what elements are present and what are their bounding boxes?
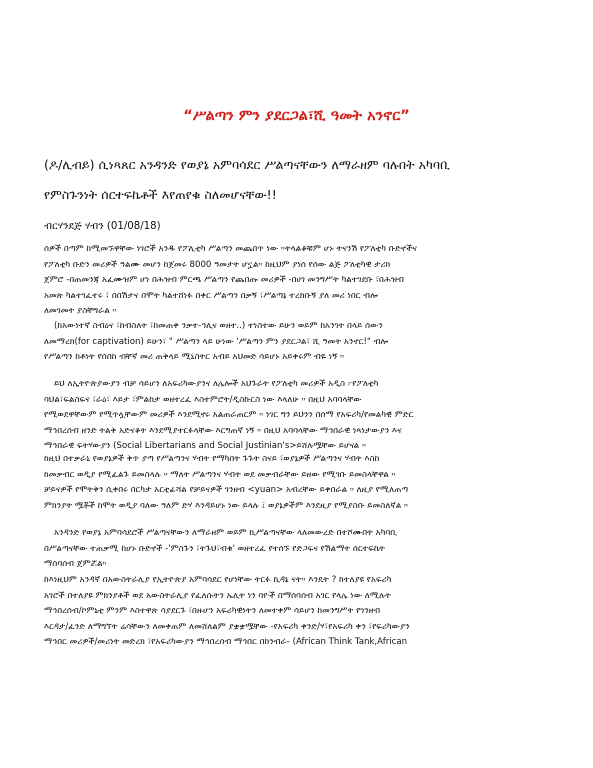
- paragraph-5: [44, 526, 553, 573]
- paragraph-line: ይህ ለኢትዮጵያውያን ብቻ ሳይሆን ለአፍሪካውያንና ለሌሎች አህጉራት የፖለቲካ መሪዎች አዲስ ፦የፖለቲካ: [54, 379, 379, 389]
- paragraph-line: አንዳንድ የወያኔ አምባሳደሮች ሥልጣናቸውን ለማራዘም ወይም ኪሥልጣናቸው ላለመውረድ በተሾሙበት አካባቢ: [54, 528, 398, 538]
- paragraph-line: አመጽ ካልተገፈተሩ ፣ በበሽታና በሞት ካልተሸነፉ በቀር ሥልጣን በቃኝ ፣ሥልጣኔ ተረክቡኝ ያለ መሪ ነበር ብሎ: [44, 290, 378, 301]
- paragraph-line: ጀምሮ -በጠመንጃ አፈሙዝም ሆነ በሕዝብ ምርጫ ሥልጣን የጨበጡ መሪዎች -በሀገ መንግሥት ካልተገደቡ ፣በሕዝብ: [44, 275, 404, 286]
- paragraph-line: ከመቃብር ወዲያ የሚፈልጉ ይመስላሉ ። ማለት ሥልጣንና ሃብት ወደ መቃብራቸው ይዘው የሚገቡ ይመስላቸዋል ።: [44, 469, 396, 480]
- paragraph-line: የሥልጣን ከቶነት የሰበከ ብቸኛ መሪ ጠቅላይ ሚኒስትር አብይ አህመድ ሳይሆኑ አይቀሩም ብዬ ነኝ ።: [44, 352, 345, 363]
- paragraph-2: [44, 319, 553, 366]
- paragraph-line: ማኅበር መሪዎች/መሪነት መድረክ ፣የአፍሪካውያን ማኅበረሰብ ማኅበር በከንብራ- (African Think Tank,African: [44, 637, 408, 648]
- paragraph-line: እርዳታ/ፈንድ ለማግኘት ሬሳቸውን ለመቀጠም ለመሸለልም ያቋቋሟቸው -የአፍሪካ ቀንድ/ሃ፣የአፍሪካ ቀን ፣የፍሪካውያን: [44, 621, 410, 632]
- paragraph-line: ምክንያት ሟቾች ከሞት ወዲያ ባለው ዓለም ድሃ እንዳይሆኑ ነው ይላሉ ፤ ወያኔዎችም እንደዚያ የሚያስቡ ይመስለኛል ።: [44, 500, 409, 511]
- paragraph-6: [44, 573, 553, 651]
- paragraph-line: ማኅበረሰብ ዘንድ ትልቅ አድናቆት እንደሚያተርፉላቸው እርግጠኛ ነኝ ። በዚህ አባባላቸው ማኅበራዊ ነጻነታውያን እና: [44, 425, 402, 436]
- paragraph-line: (ከአውነተኛ ስብዕና ፣ከብስለት ፣ከመጠቀ ንቃተ-ኅሊና ወዘተ..) ተነስተው ይሁን ወይም ከአንገት በላይ ሰውን: [54, 321, 383, 331]
- document-title: “ሥልጣን ምን ያደርጋል፣ሺ ዓመት አንኖር”: [183, 108, 410, 124]
- subtitle-line: የምስጉንነት ሰርተፍኬቶች እየጠየቁ ስለመሆናቸው!!: [44, 187, 277, 202]
- paragraph-1: [44, 242, 553, 320]
- paragraph-line: ሰዎች በጣም ከሚመኙዋቸው ነገሮች አንዱ የፖሊቲካ ሥልጣን መጨበጥ ነው ።ትላልቆቹም ሆኑ ትናንሽ የፖለቲካ ቡድኖችና: [44, 244, 417, 254]
- paragraph-4: [44, 452, 553, 514]
- paragraph-line: ከዚህ በተቃራኒ የወያኔዎች ቅጥ ያጣ የሥልጣንና ሃብት የማካበት ጉጉት ስናይ ፣ወያኔዎች ሥልጣንና ሃብት እስከ: [44, 454, 380, 464]
- paragraph-line: ከእነዚህም አንዳኛ በአውስትራሊያ የኢትዮጵያ አምባሳደር የሆነቸው ትርፉ ኪዳኔ ናት። እንዴት ? ከተለያዩ የአፍሪካ: [44, 575, 392, 585]
- paragraph-line: ባህል፣ፍልስፍና ፣ራዕ፣ እይታ ፣ምልከታ ወዘተረፈ እስተምሮት/ዲስኩርስ ነው እላለሁ ። በዚህ አባባላቸው: [44, 394, 362, 405]
- subtitle-line: (ዶ/ሊብይ) ሲነጻጸር አንዳንድ የወያኔ አምባሳደር ሥልጣናቸውን ለማራዘም ባሉበት አካባቢ: [44, 157, 450, 172]
- paragraph-line: የሚወደዋቸውም የሚጥሏቸውም መሪዎች እንደሚኖሩ አልጠራጠርም ። ነገር ግን ይህንን በሰማ የአፍሪካ/የመልካዊ ምድር: [44, 410, 414, 421]
- paragraph-line: የፖለቲካ ቡድን መሪዎች ዓልሙ መሆን ከጀመሩ 8000 ዓመታት ሆኗል። ከዚህም ያነሰ የሰው ልጅ ፖለቲካዊ ታሪክ: [44, 259, 391, 270]
- paragraph-line: ለመማረክ(for captivation) ይሁን፣ " ሥልጣን ላይ ሁነው 'ሥልጣን ምን ያደርጋል፣ ሺ ዓመት አንኖር!" ብሎ: [44, 336, 389, 347]
- paragraph-line: በሥልጣናቸው ተጠቃሚ ከሆኑ ቡድኖች -'ምስጉን ፣ትጉህ፣ብቁ' ወዘተረፈ የተሰኙ የድጋፍና የሽልማት ሰርተፍኬት: [44, 543, 386, 554]
- paragraph-3: [44, 377, 553, 455]
- paragraph-line: ለመገመት ያስቸግራል ።: [44, 306, 117, 317]
- byline: ብርሃንደጅ ሃብን (01/08/18): [44, 221, 161, 232]
- paragraph-line: ቻይናዎች የሞትቅን ሲቀበሩ በርካታ አርቲፊሻል የቻይናዎች ገንዘብ <yuan> አብረቸው ይቀበራል ። ለዚያ የሚለጠጣ: [44, 485, 409, 496]
- paragraph-line: ማኅበረሰብ/ኮምኒቲ ምንም እስተዋጽ ሳያደርጉ ፣በዙሆን አፍሪካዊነትን ለመተቀም ሳይሆን ከመንግሥት የገንዘብ: [44, 606, 381, 617]
- paragraph-line: ማሰባሰብ ጀምሯል።: [44, 559, 107, 570]
- paragraph-line: ማኅበራዊ ፍትሃውያን (Social Libertarians and Social Justinian's>ይሸሉሟቸው ይሆናል ።: [44, 441, 366, 452]
- document-subtitle: [44, 150, 553, 210]
- paragraph-line: አገሮች በተለያዩ ምክንያቶች ወደ አውስትራሊያ የፈለሱትን ኤሊት ነን ባዮች በማሰባሰብ አገር የላሌ ነው ለሚሉት: [44, 590, 391, 601]
